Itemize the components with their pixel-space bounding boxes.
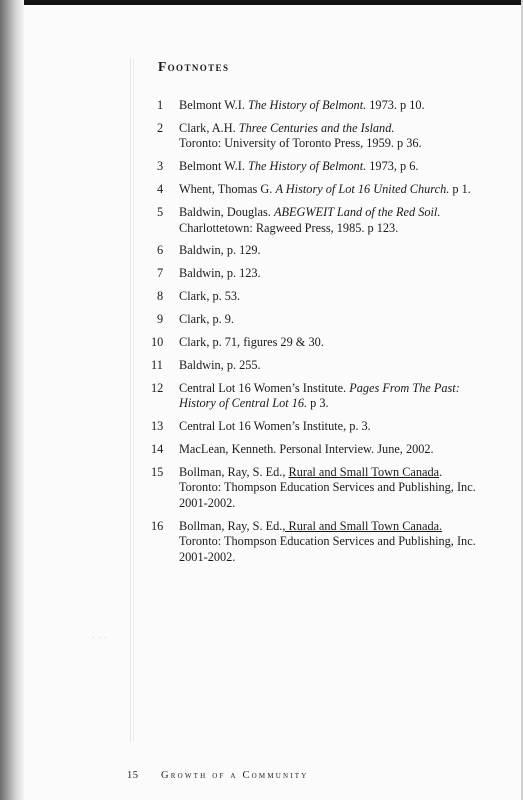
footnote-item xyxy=(151,312,511,328)
page-footer xyxy=(127,770,309,781)
footnote-item xyxy=(151,465,511,512)
footnote-number: 11 xyxy=(151,357,163,372)
footnote-year: 2001-2002. xyxy=(179,495,236,510)
footnote-text xyxy=(179,121,511,152)
footnote-author: Belmont W.I. xyxy=(179,159,249,174)
footnote-number: 4 xyxy=(157,182,164,197)
page-top-edge xyxy=(0,0,523,5)
footnote-title: A History of Lot 16 United Church. xyxy=(275,182,450,197)
footnote-number: 16 xyxy=(151,518,164,533)
footnote-number: 13 xyxy=(151,419,164,434)
footnote-title: Pages From The Past: xyxy=(349,380,460,395)
footnote-text: Baldwin, p. 129. xyxy=(179,243,261,258)
footnote-item xyxy=(151,358,511,374)
footnote-text xyxy=(179,98,511,114)
footnote-author: Belmont W.I. xyxy=(179,98,249,112)
footnote-text: MacLean, Kenneth. Personal Interview. June, 2002. xyxy=(179,442,434,457)
footnote-detail: 1973, p 6. xyxy=(366,159,419,174)
paper-speck: · · · xyxy=(92,634,108,642)
footnote-item xyxy=(151,266,511,282)
footnote-punct: . xyxy=(439,464,443,479)
footnote-number: 2 xyxy=(157,120,164,135)
footnote-author: Central Lot 16 Women’s Institute. xyxy=(179,380,350,395)
footnote-text: Clark, p. 53. xyxy=(179,289,241,304)
footnote-number: 3 xyxy=(157,159,164,174)
running-title: Growth of a Community xyxy=(160,770,309,781)
footnote-year: 2001-2002. xyxy=(179,549,236,564)
page-heading: Footnotes xyxy=(158,59,230,74)
footnote-item xyxy=(151,159,511,175)
page-number: 15 xyxy=(127,770,139,781)
footnote-title: , Rural and Small Town Canada. xyxy=(282,518,443,533)
footnote-title: The History of Belmont. xyxy=(248,159,367,174)
footnote-subtitle: History of Central Lot 16. xyxy=(179,396,308,411)
footnote-detail: Charlottetown: Ragweed Press, 1985. p 123. xyxy=(179,220,399,235)
footnote-number: 9 xyxy=(157,312,164,327)
footnote-item xyxy=(151,419,511,435)
footnote-text xyxy=(179,381,511,412)
margin-rule xyxy=(130,58,131,742)
footnote-title: Three Centuries and the Island. xyxy=(238,120,395,135)
footnote-text: Clark, p. 71, figures 29 & 30. xyxy=(179,335,324,350)
footnote-item xyxy=(151,182,511,198)
footnote-title: Rural and Small Town Canada xyxy=(288,464,440,479)
footnote-author: Clark, A.H. xyxy=(179,120,239,135)
footnote-number: 12 xyxy=(151,380,164,395)
footnote-item xyxy=(151,243,511,259)
footnote-author: Whent, Thomas G. xyxy=(179,182,276,197)
footnote-number: 5 xyxy=(157,205,164,220)
footnote-author: Bollman, Ray, S. Ed. xyxy=(179,518,283,533)
footnote-author: Bollman, Ray, S. Ed., xyxy=(179,464,289,479)
footnote-text xyxy=(179,465,511,512)
footnote-text: Central Lot 16 Women’s Institute, p. 3. xyxy=(179,419,371,434)
footnote-text xyxy=(179,519,511,566)
binding-shadow xyxy=(0,0,24,800)
footnote-number: 1 xyxy=(157,98,164,112)
margin-rule-secondary xyxy=(133,58,134,742)
footnote-number: 6 xyxy=(157,243,164,258)
footnote-item xyxy=(151,442,511,458)
footnote-author: Baldwin, Douglas. xyxy=(179,205,274,220)
footnote-number: 8 xyxy=(157,289,164,304)
footnote-detail: p 1. xyxy=(449,182,471,197)
footnote-text xyxy=(179,159,511,175)
footnote-text: Clark, p. 9. xyxy=(179,312,234,327)
footnote-number: 10 xyxy=(151,335,164,350)
footnote-item xyxy=(151,519,511,566)
footnote-publisher: Toronto: Thompson Education Services and Publishing, Inc. xyxy=(179,480,476,495)
footnote-number: 15 xyxy=(151,464,164,479)
footnote-detail: 1973. p 10. xyxy=(366,98,425,112)
footnote-item xyxy=(151,289,511,305)
footnote-list xyxy=(151,98,511,573)
footnote-item xyxy=(151,381,511,412)
footnote-detail: p 3. xyxy=(307,396,329,411)
footnote-text xyxy=(179,182,511,198)
footnote-text: Baldwin, p. 255. xyxy=(179,357,261,372)
footnote-text xyxy=(179,205,511,236)
footnote-title: The History of Belmont. xyxy=(248,98,367,112)
footnote-item xyxy=(151,205,511,236)
footnote-detail: Toronto: University of Toronto Press, 1959. p 36. xyxy=(179,136,422,151)
footnote-item xyxy=(151,98,511,114)
footnote-number: 7 xyxy=(157,266,164,281)
footnote-item xyxy=(151,121,511,152)
footnote-title: ABEGWEIT Land of the Red Soil. xyxy=(273,205,441,220)
footnote-item xyxy=(151,335,511,351)
footnote-publisher: Toronto: Thompson Education Services and Publishing, Inc. xyxy=(179,534,476,549)
footnote-number: 14 xyxy=(151,442,164,457)
footnote-text: Baldwin, p. 123. xyxy=(179,266,261,281)
